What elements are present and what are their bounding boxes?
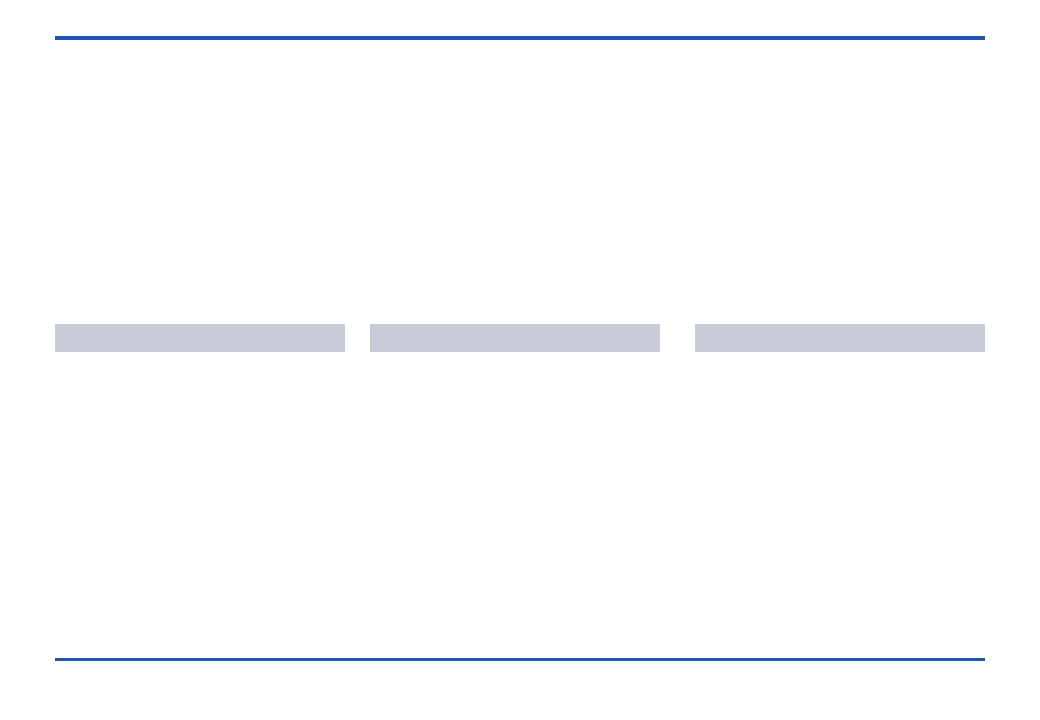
oil-vix-chart [370, 359, 660, 659]
chart-title-eps [55, 324, 345, 352]
top-divider [55, 36, 985, 40]
panel-eps [55, 324, 345, 659]
bottom-divider [55, 658, 985, 661]
panel-rates [695, 324, 985, 659]
chart-title-oil [370, 324, 660, 352]
chart-title-rates [695, 324, 985, 352]
rates-histogram-chart [695, 359, 985, 659]
eps-chart [55, 359, 345, 659]
panel-oil [370, 324, 660, 659]
